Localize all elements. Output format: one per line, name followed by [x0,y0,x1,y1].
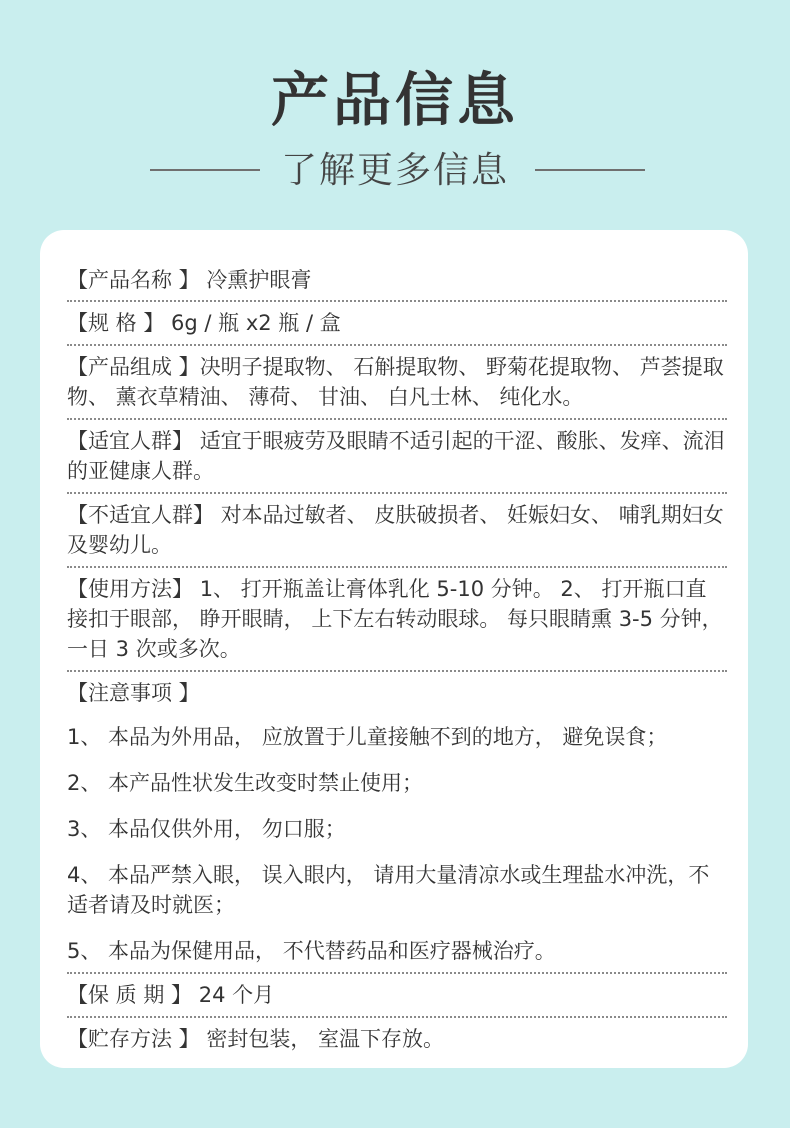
ingredients-value: 决明子提取物、 石斛提取物、 野菊花提取物、 芦荟提取物、 薰衣草精油、 薄荷、 甘油、 白凡士林、 纯化水。 [67,355,724,409]
spec-label: 【规 格 】 [67,311,165,335]
info-row-notes [67,672,727,712]
info-row-suitable [67,420,727,494]
shelf-life-value: 24 个月 [198,983,275,1007]
storage-label: 【贮存方法 】 [67,1027,200,1051]
note-item [67,804,727,850]
info-row-shelf-life [67,974,727,1018]
notes-label: 【注意事项 】 [67,681,200,705]
info-row-product-name [67,260,727,302]
storage-value: 密封包装， 室温下存放。 [206,1027,445,1051]
note-text: 4、 本品严禁入眼， 误入眼内， 请用大量清凉水或生理盐水冲洗，不适者请及时就医； [67,863,710,917]
spec-value: 6g / 瓶 x2 瓶 / 盒 [171,311,341,335]
page-subtitle: 了解更多信息 [280,150,509,191]
ingredients-label: 【产品组成 】 [67,355,200,379]
product-info-card [40,230,748,1068]
suitable-label: 【适宜人群】 [67,429,193,453]
subtitle-divider-right [535,169,645,171]
info-row-unsuitable [67,494,727,568]
shelf-life-label: 【保 质 期 】 [67,983,193,1007]
suitable-value: 适宜于眼疲劳及眼睛不适引起的干涩、酸胀、发痒、流泪的亚健康人群。 [67,429,725,483]
product-info-list [67,260,727,1060]
product-name-label: 【产品名称 】 [67,268,200,292]
usage-value: 1、 打开瓶盖让膏体乳化 5-10 分钟。 2、 打开瓶口直接扣于眼部， 睁开眼睛， 上下左右转动眼球。 每只眼睛熏 3-5 分钟， 一日 3 次或多次。 [67,577,723,661]
unsuitable-value: 对本品过敏者、 皮肤破损者、 妊娠妇女、 哺乳期妇女及婴幼儿。 [67,503,724,557]
note-text: 2、 本产品性状发生改变时禁止使用； [67,771,424,795]
subtitle-row [0,146,790,196]
product-name-value: 冷熏护眼膏 [206,268,312,292]
note-item [67,758,727,804]
note-text: 5、 本品为保健用品， 不代替药品和医疗器械治疗。 [67,939,556,963]
info-row-usage [67,568,727,672]
info-row-ingredients [67,346,727,420]
note-item [67,712,727,758]
info-row-spec [67,302,727,346]
page-title: 产品信息 [270,66,519,134]
note-item [67,850,727,926]
usage-label: 【使用方法】 [67,577,193,601]
note-text: 3、 本品仅供外用， 勿口服； [67,817,346,841]
info-row-storage [67,1018,727,1060]
note-text: 1、 本品为外用品， 应放置于儿童接触不到的地方， 避免误食； [67,725,668,749]
unsuitable-label: 【不适宜人群】 [67,503,214,527]
note-item [67,926,727,974]
